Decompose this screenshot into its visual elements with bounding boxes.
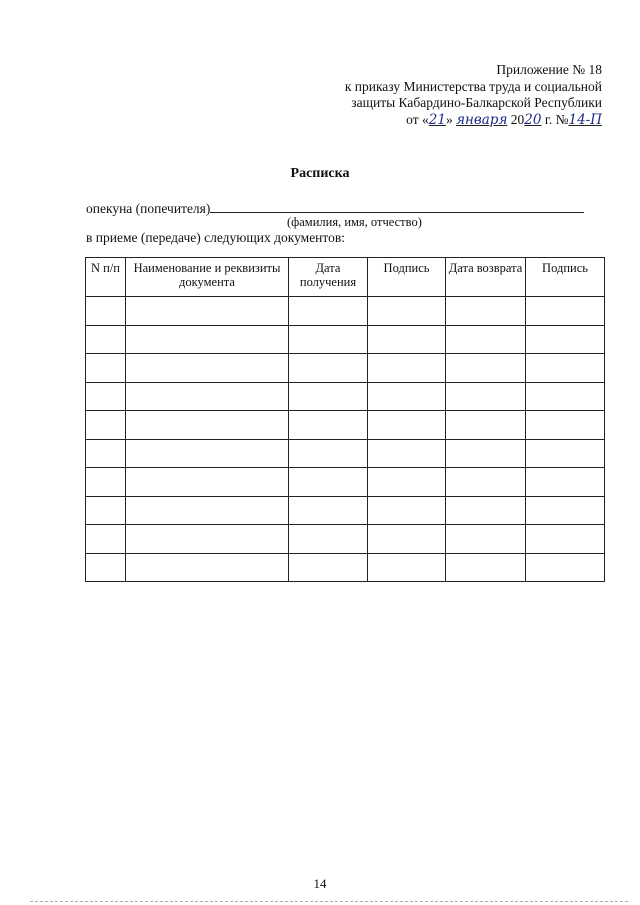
table-cell[interactable] <box>126 468 289 497</box>
table-cell[interactable] <box>86 439 126 468</box>
acceptance-text: в приеме (передаче) следующих документов: <box>86 230 346 245</box>
scan-edge-line <box>30 901 628 902</box>
table-cell[interactable] <box>526 325 605 354</box>
table-cell[interactable] <box>126 325 289 354</box>
table-cell[interactable] <box>526 525 605 554</box>
table-cell[interactable] <box>446 553 526 582</box>
page-number: 14 <box>313 876 327 891</box>
table-cell[interactable] <box>368 553 446 582</box>
year-label: г. № <box>544 111 569 127</box>
table-cell[interactable] <box>368 382 446 411</box>
table-cell[interactable] <box>86 411 126 440</box>
table-row <box>86 297 605 326</box>
guardian-label: опекуна (попечителя) <box>86 201 211 216</box>
table-cell[interactable] <box>289 496 368 525</box>
table-cell[interactable] <box>86 382 126 411</box>
table-cell[interactable] <box>289 411 368 440</box>
table-cell[interactable] <box>289 525 368 554</box>
table-row <box>86 411 605 440</box>
table-cell[interactable] <box>526 411 605 440</box>
table-row <box>86 468 605 497</box>
table-cell[interactable] <box>126 553 289 582</box>
table-cell[interactable] <box>446 354 526 383</box>
table-cell[interactable] <box>289 297 368 326</box>
table-cell[interactable] <box>446 297 526 326</box>
table-cell[interactable] <box>526 468 605 497</box>
column-header-signature: Подпись <box>368 258 446 297</box>
table-cell[interactable] <box>446 325 526 354</box>
table-cell[interactable] <box>126 354 289 383</box>
document-title: Расписка <box>290 166 350 181</box>
table-cell[interactable] <box>126 411 289 440</box>
table-cell[interactable] <box>368 325 446 354</box>
table-row <box>86 382 605 411</box>
handwritten-year: 20 <box>524 111 542 128</box>
table-cell[interactable] <box>446 411 526 440</box>
guardian-name-blank[interactable] <box>210 200 584 213</box>
year-prefix: 20 <box>510 111 525 127</box>
ministry-name: защиты Кабардино-Балкарской Республики <box>351 95 602 110</box>
table-cell[interactable] <box>368 411 446 440</box>
table-cell[interactable] <box>86 553 126 582</box>
column-header-return-date: Дата возврата <box>446 258 526 297</box>
table-cell[interactable] <box>368 297 446 326</box>
table-cell[interactable] <box>126 496 289 525</box>
table-cell[interactable] <box>126 525 289 554</box>
column-header-document-name: Наименование и реквизиты документа <box>126 258 289 297</box>
appendix-number: Приложение № 18 <box>496 62 602 77</box>
table-cell[interactable] <box>446 525 526 554</box>
table-cell[interactable] <box>289 382 368 411</box>
handwritten-order-number: 14-П <box>568 111 602 128</box>
table-cell[interactable] <box>289 439 368 468</box>
column-header-receipt-date: Дата получения <box>289 258 368 297</box>
table-cell[interactable] <box>526 439 605 468</box>
table-cell[interactable] <box>446 439 526 468</box>
table-cell[interactable] <box>526 496 605 525</box>
date-prefix: от « <box>406 111 429 127</box>
table-cell[interactable] <box>368 354 446 383</box>
table-cell[interactable] <box>126 382 289 411</box>
table-row <box>86 525 605 554</box>
table-cell[interactable] <box>86 468 126 497</box>
table-cell[interactable] <box>289 553 368 582</box>
table-cell[interactable] <box>368 496 446 525</box>
order-date-line <box>345 112 602 129</box>
name-hint: (фамилия, имя, отчество) <box>287 215 422 229</box>
quote-close: » <box>445 111 453 127</box>
table-cell[interactable] <box>86 297 126 326</box>
order-reference: к приказу Министерства труда и социальной <box>344 78 602 94</box>
table-header-row <box>86 258 605 297</box>
table-cell[interactable] <box>446 496 526 525</box>
table-cell[interactable] <box>86 354 126 383</box>
table-cell[interactable] <box>289 354 368 383</box>
handwritten-month: января <box>456 111 508 128</box>
handwritten-day: 21 <box>428 111 446 128</box>
table-cell[interactable] <box>446 468 526 497</box>
table-cell[interactable] <box>126 297 289 326</box>
table-cell[interactable] <box>126 439 289 468</box>
table-cell[interactable] <box>368 525 446 554</box>
table-cell[interactable] <box>289 325 368 354</box>
table-cell[interactable] <box>526 354 605 383</box>
table-cell[interactable] <box>526 297 605 326</box>
table-row <box>86 496 605 525</box>
table-row <box>86 553 605 582</box>
column-header-number: N п/п <box>86 258 126 297</box>
table-cell[interactable] <box>446 382 526 411</box>
table-cell[interactable] <box>368 439 446 468</box>
table-cell[interactable] <box>86 525 126 554</box>
table-cell[interactable] <box>289 468 368 497</box>
appendix-header <box>345 62 602 128</box>
column-header-signature-return: Подпись <box>526 258 605 297</box>
table-cell[interactable] <box>368 468 446 497</box>
table-cell[interactable] <box>86 325 126 354</box>
table-cell[interactable] <box>526 382 605 411</box>
documents-table <box>85 257 605 582</box>
table-cell[interactable] <box>86 496 126 525</box>
table-row <box>86 439 605 468</box>
table-row <box>86 354 605 383</box>
table-cell[interactable] <box>526 553 605 582</box>
table-row <box>86 325 605 354</box>
